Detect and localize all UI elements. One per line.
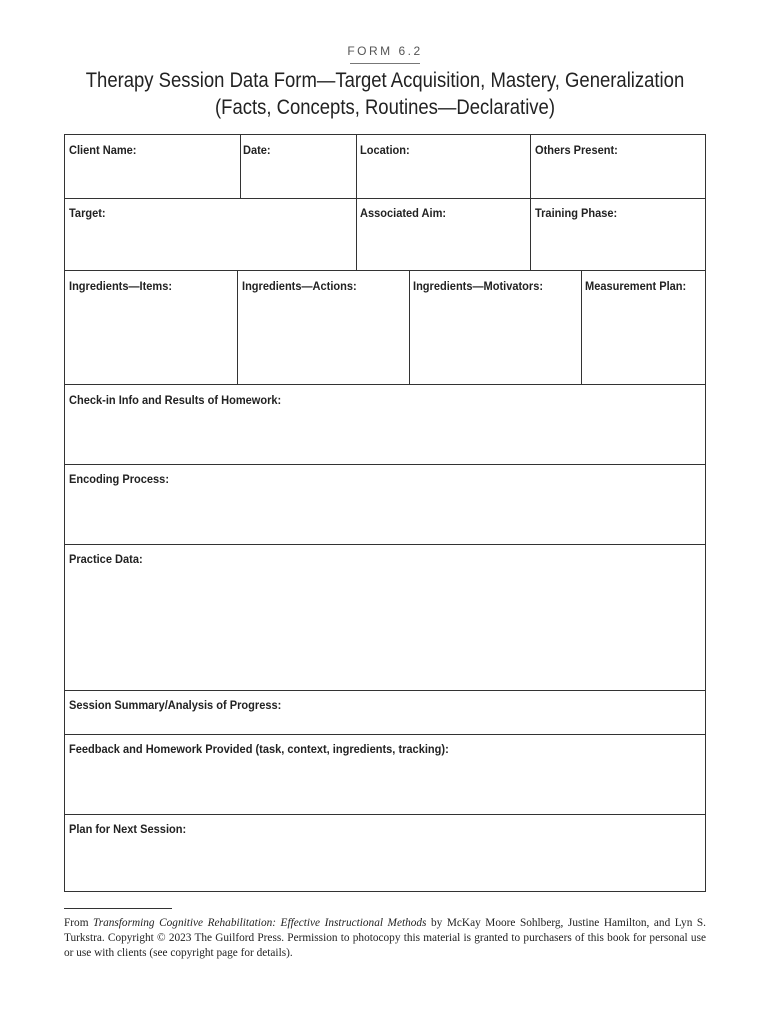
- session-summary-field[interactable]: Session Summary/Analysis of Progress:: [69, 698, 282, 712]
- column-divider: [409, 270, 410, 384]
- footnote-text: by McKay Moore Sohlberg, Justine Hamilton, and Lyn S. Turkstra. Copyright © 2023 The Guilford Press. Permission to photocopy this material is granted to purchasers of this book for personal use or use with clients (see copyright page for details).: [64, 917, 706, 959]
- row-divider: [65, 690, 705, 691]
- encoding-process-field[interactable]: Encoding Process:: [69, 472, 170, 486]
- target-field[interactable]: Target:: [69, 206, 106, 220]
- column-divider: [581, 270, 582, 384]
- client-name-field[interactable]: Client Name:: [69, 143, 137, 157]
- practice-data-field[interactable]: Practice Data:: [69, 552, 143, 566]
- row-divider: [65, 544, 705, 545]
- column-divider: [530, 135, 531, 270]
- ingredients-actions-field[interactable]: Ingredients—Actions:: [242, 279, 357, 293]
- book-title: Transforming Cognitive Rehabilitation: Effective Instructional Methods: [93, 917, 427, 929]
- row-divider: [65, 198, 705, 199]
- column-divider: [240, 135, 241, 198]
- row-divider: [65, 270, 705, 271]
- ingredients-motivators-field[interactable]: Ingredients—Motivators:: [413, 279, 544, 293]
- date-field[interactable]: Date:: [243, 143, 271, 157]
- associated-aim-field[interactable]: Associated Aim:: [360, 206, 447, 220]
- others-present-field[interactable]: Others Present:: [535, 143, 618, 157]
- copyright-footnote: [64, 916, 706, 961]
- column-divider: [237, 270, 238, 384]
- footnote-prefix: From: [64, 917, 94, 929]
- training-phase-field[interactable]: Training Phase:: [535, 206, 618, 220]
- column-divider: [356, 135, 357, 270]
- footnote-rule: [64, 908, 172, 909]
- form-number: FORM 6.2: [347, 44, 423, 58]
- feedback-homework-field[interactable]: Feedback and Homework Provided (task, context, ingredients, tracking):: [69, 742, 449, 756]
- location-field[interactable]: Location:: [360, 143, 410, 157]
- row-divider: [65, 464, 705, 465]
- next-session-plan-field[interactable]: Plan for Next Session:: [69, 822, 187, 836]
- measurement-plan-field[interactable]: Measurement Plan:: [585, 279, 687, 293]
- ingredients-items-field[interactable]: Ingredients—Items:: [69, 279, 173, 293]
- session-data-form: [64, 134, 706, 892]
- row-divider: [65, 384, 705, 385]
- row-divider: [65, 734, 705, 735]
- form-subtitle: (Facts, Concepts, Routines—Declarative): [215, 96, 555, 119]
- checkin-homework-field[interactable]: Check-in Info and Results of Homework:: [69, 393, 282, 407]
- form-number-underline: [350, 63, 420, 64]
- row-divider: [65, 814, 705, 815]
- form-title: Therapy Session Data Form—Target Acquisition, Mastery, Generalization: [85, 69, 685, 92]
